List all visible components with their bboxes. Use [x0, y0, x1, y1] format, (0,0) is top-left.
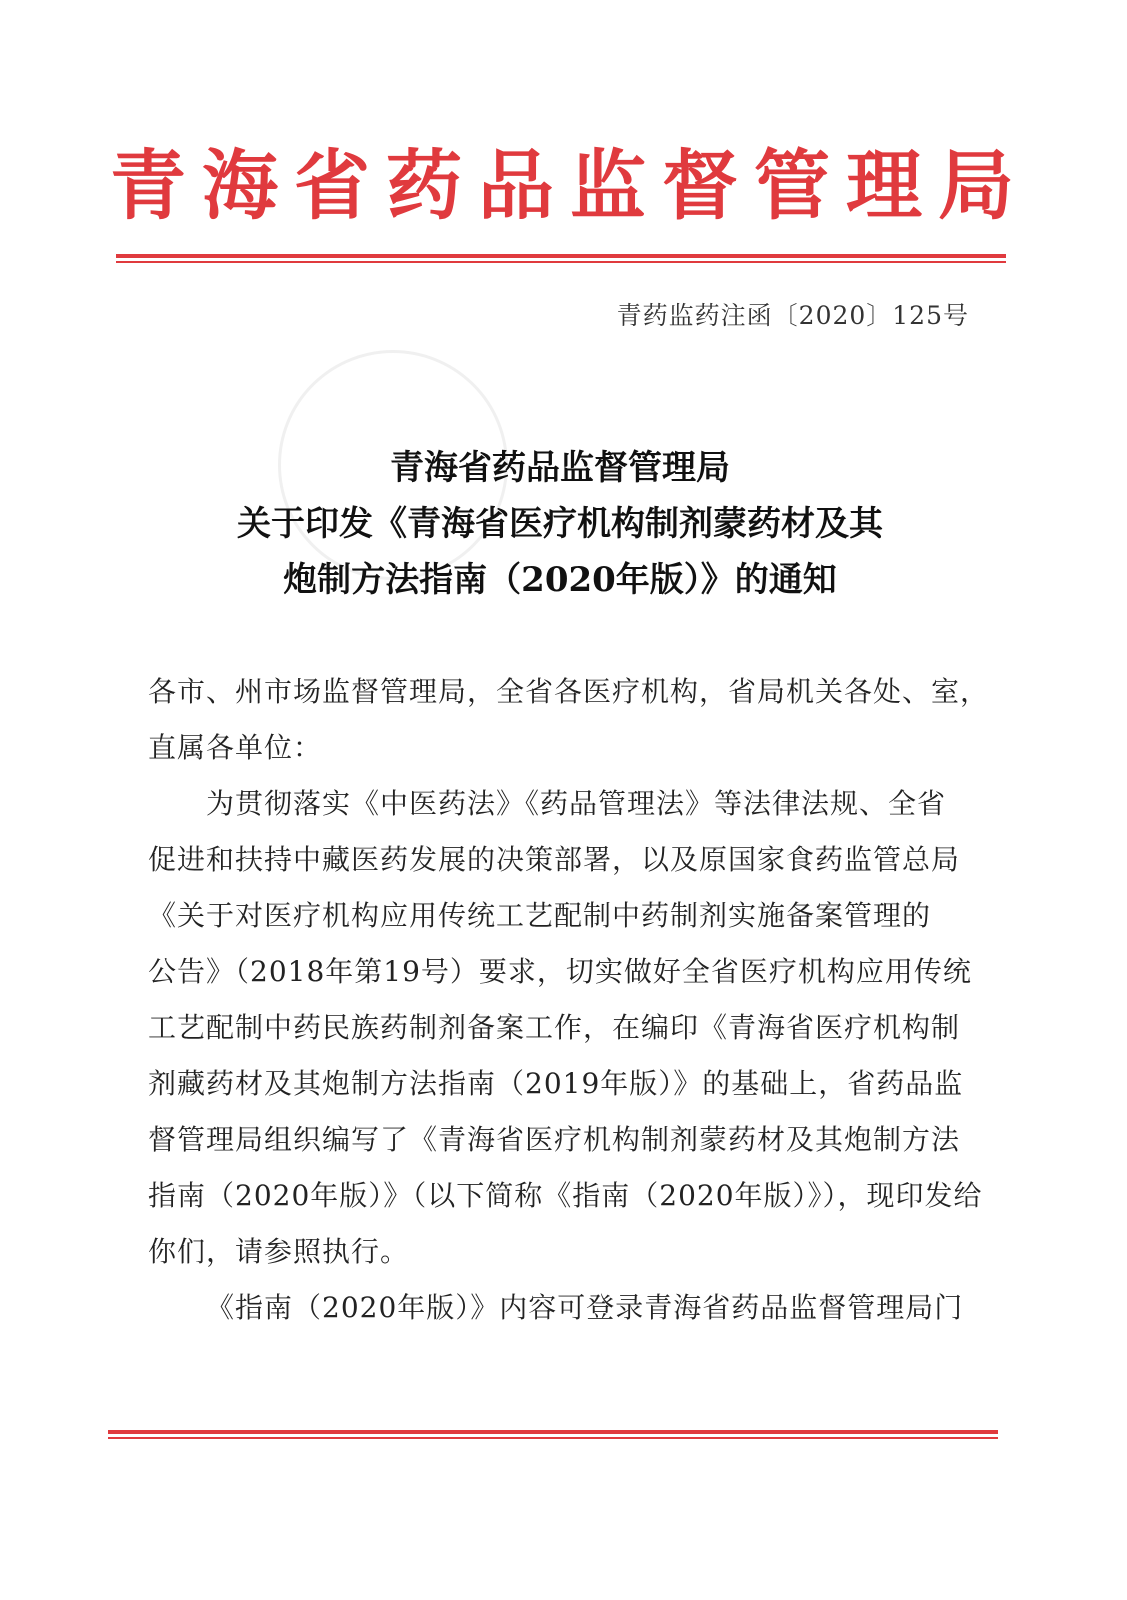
footer-rule-thick: [108, 1430, 998, 1434]
para1-line: 公告》（2018年第19号）要求，切实做好全省医疗机构应用传统: [148, 955, 972, 988]
para1-line: 指南（2020年版）》（以下简称《指南（2020年版）》），现印发给: [148, 1179, 983, 1212]
para2-line: 《指南（2020年版）》内容可登录青海省药品监督管理局门: [206, 1291, 964, 1324]
document-body: [148, 664, 990, 1336]
paragraph-1: [148, 776, 983, 1280]
document-number: 青药监药注函〔2020〕125号: [616, 301, 969, 330]
header-rule-thin: [116, 261, 1006, 263]
header-red-rule: [116, 254, 1006, 263]
document-title: [110, 440, 1010, 608]
title-line-2: 关于印发《青海省医疗机构制剂蒙药材及其: [237, 504, 883, 544]
para1-line: 你们，请参照执行。: [148, 1235, 410, 1268]
para1-line: 剂藏药材及其炮制方法指南（2019年版）》的基础上，省药品监: [148, 1067, 964, 1100]
recipients-line-2: 直属各单位：: [148, 731, 323, 764]
footer-red-rule: [108, 1430, 998, 1439]
paragraph-2: [148, 1280, 978, 1336]
para1-line: 促进和扶持中藏医药发展的决策部署，以及原国家食药监管总局: [148, 843, 961, 876]
header-rule-thick: [116, 254, 1006, 258]
para1-line: 督管理局组织编写了《青海省医疗机构制剂蒙药材及其炮制方法: [148, 1123, 961, 1156]
title-line-3: 炮制方法指南（2020年版）》的通知: [283, 560, 837, 600]
issuing-authority-header: 青海省药品监督管理局: [110, 141, 1030, 230]
para1-line: 《关于对医疗机构应用传统工艺配制中药制剂实施备案管理的: [148, 899, 932, 932]
title-line-1: 青海省药品监督管理局: [390, 448, 730, 488]
para1-line: 工艺配制中药民族药制剂备案工作，在编印《青海省医疗机构制: [148, 1011, 961, 1044]
recipients-line-1: 各市、州市场监督管理局，全省各医疗机构，省局机关各处、室，: [148, 675, 990, 708]
para1-line: 为贯彻落实《中医药法》《药品管理法》等法律法规、全省: [206, 787, 947, 820]
footer-rule-thin: [108, 1437, 998, 1439]
